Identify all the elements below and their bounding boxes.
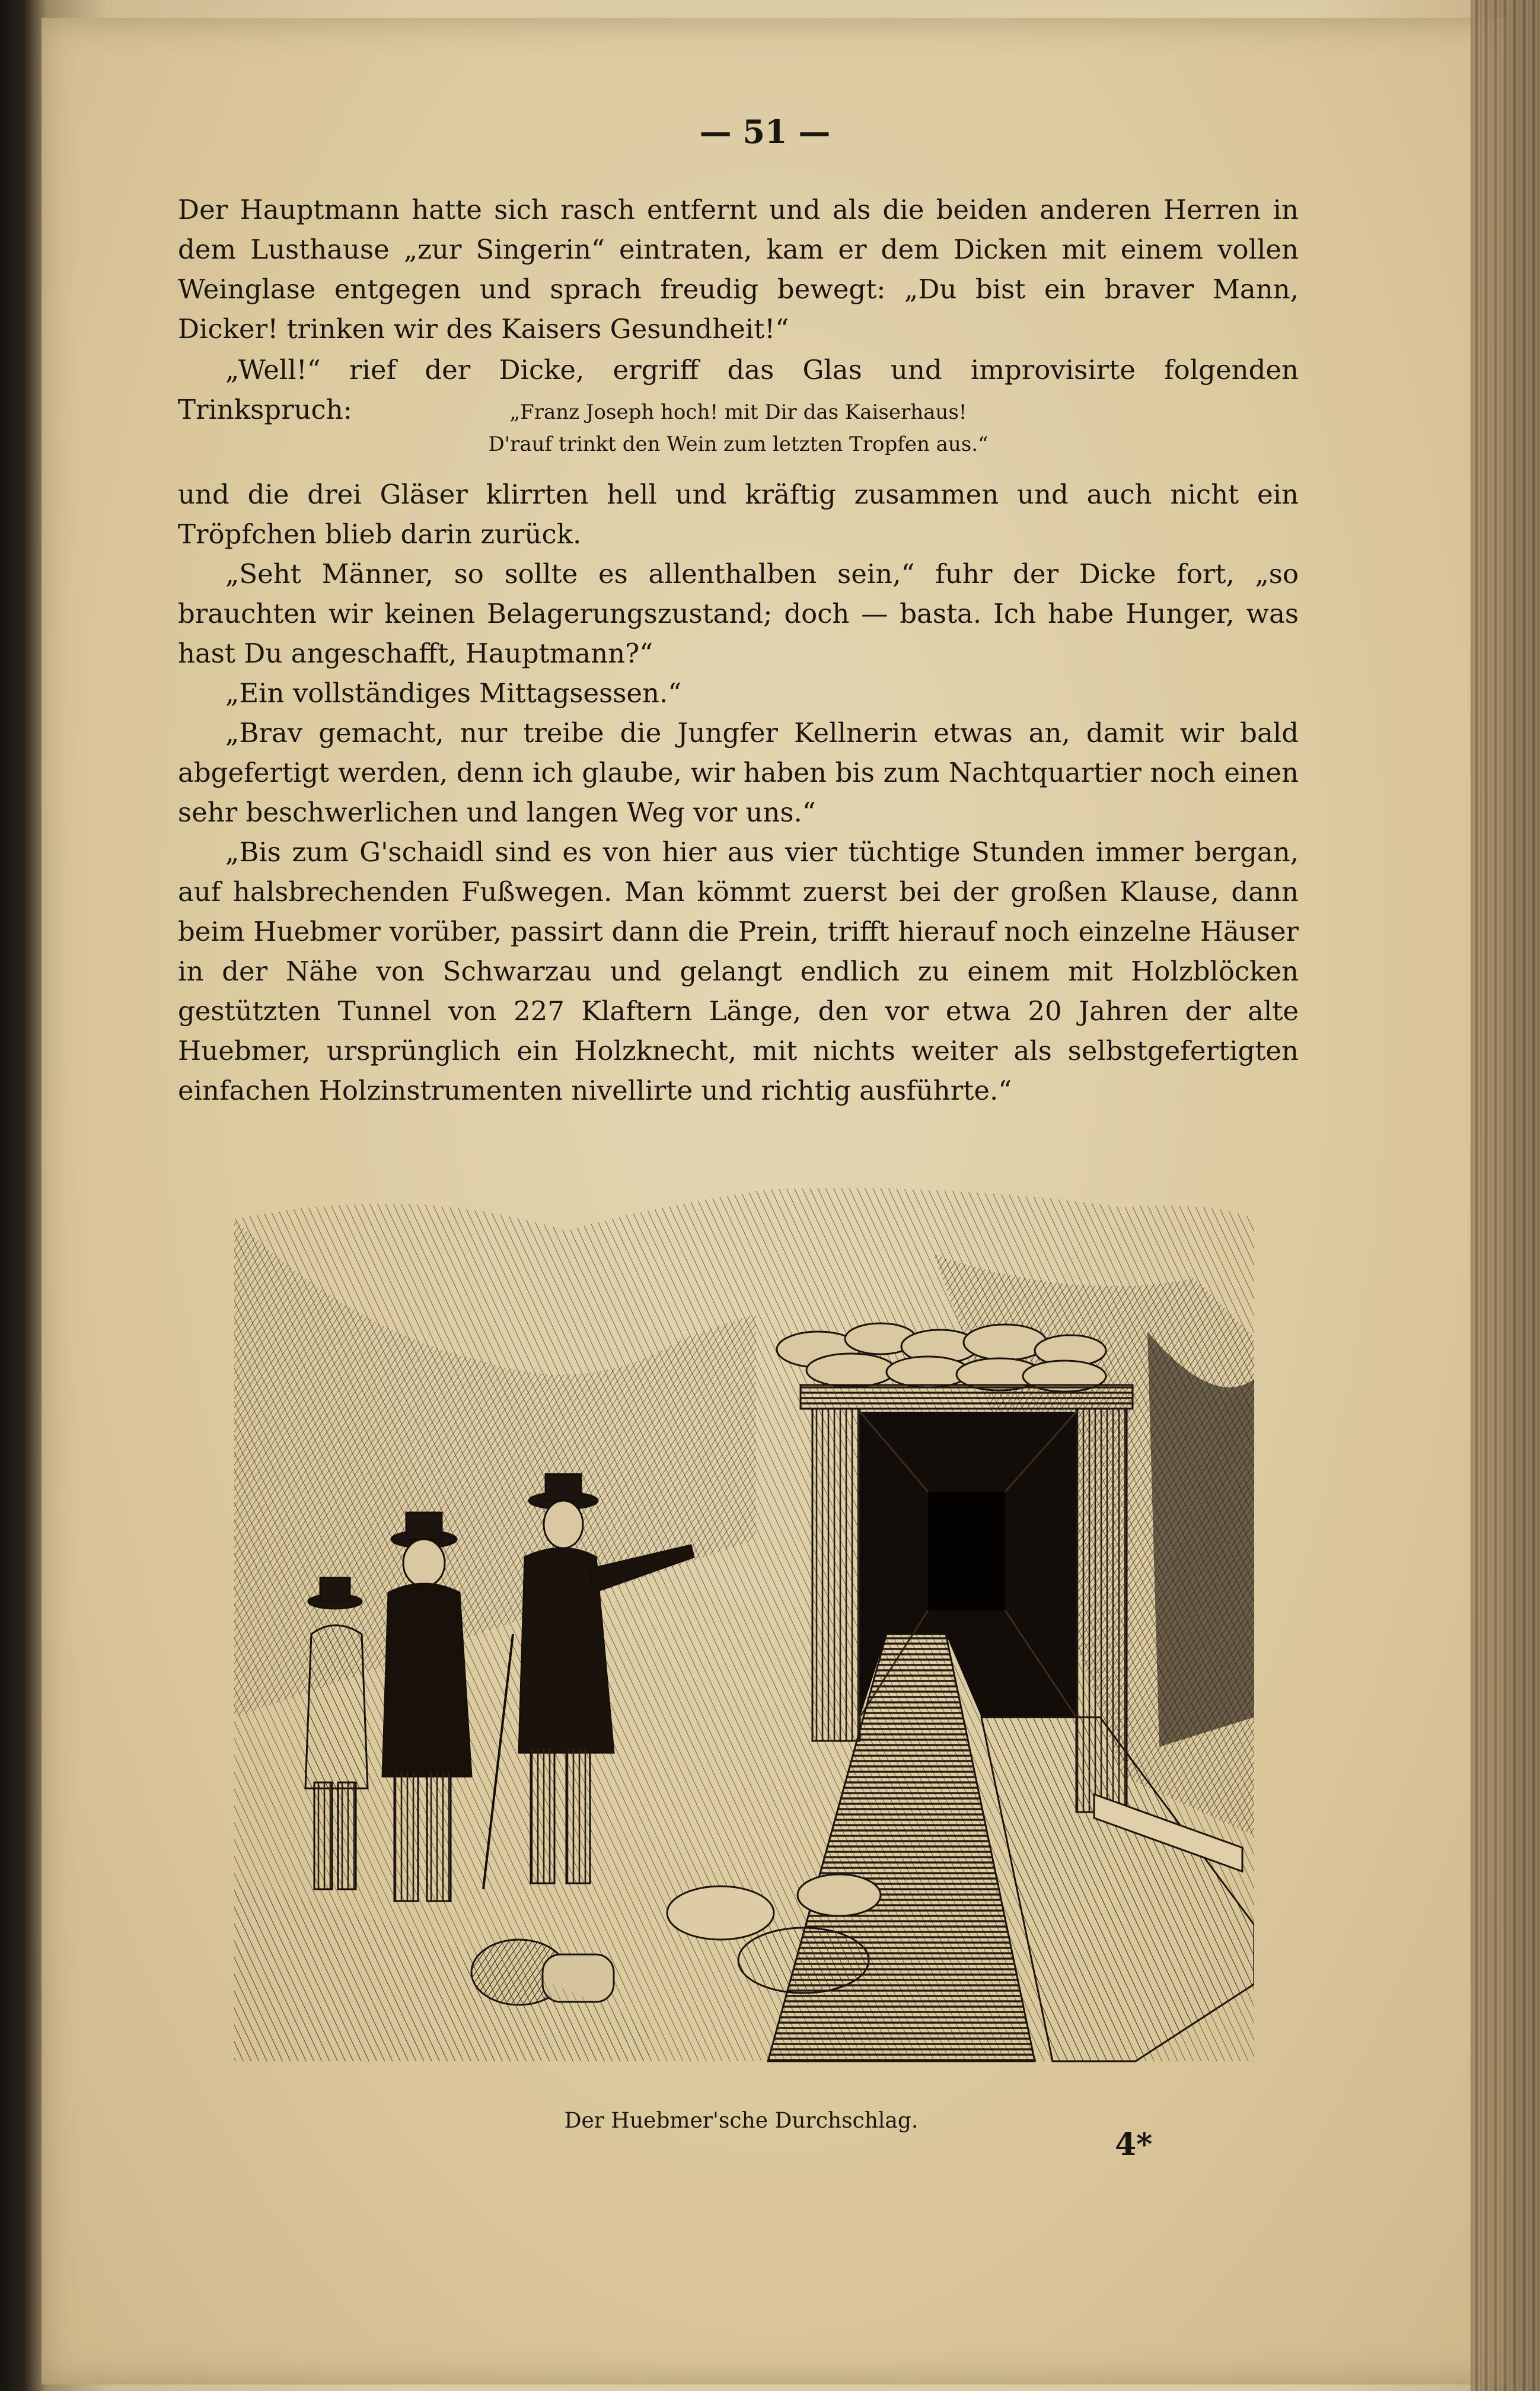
tunnel-engraving	[234, 1183, 1254, 2126]
paragraph-6: „Brav gemacht, nur treibe die Jungfer Kellnerin etwas an, damit wir bald abgefertigt werden, denn ich glaube, wir haben bis zum Nachtquartier noch einen sehr beschwerlichen und langen Weg vor uns.“	[178, 717, 1299, 828]
page-edges	[1471, 0, 1540, 2391]
signature-mark: 4*	[1115, 2126, 1153, 2163]
paragraph-4: „Seht Männer, so sollte es allenthalben sein,“ fuhr der Dicke fort, „so brauchten wir keinen Belagerungszustand; doch — basta. Ich habe Hunger, was hast Du angeschafft, Hauptmann?“	[178, 558, 1299, 669]
page-number: — 51 —	[699, 113, 831, 151]
illustration-caption: Der Huebmer'sche Durchschlag.	[564, 2109, 919, 2133]
toast-verse-line-2: D'rauf trinkt den Wein zum letzten Tropfen aus.“	[488, 432, 989, 456]
paragraph-1: Der Hauptmann hatte sich rasch entfernt und als die beiden anderen Herren in dem Lusthause „zur Singerin“ eintraten, kam er dem Dicken mit einem vollen Weinglase entgegen und sprach freudig bewegt: „Du bist ein braver Mann, Dicker! trinken wir des Kaisers Gesundheit!“	[178, 194, 1299, 345]
toast-verse-line-1: „Franz Joseph hoch! mit Dir das Kaiserhaus!	[509, 400, 967, 424]
paragraph-3: und die drei Gläser klirrten hell und kräftig zusammen und auch nicht ein Tröpfchen blieb darin zurück.	[178, 479, 1299, 550]
paragraph-2: „Well!“ rief der Dicke, ergriff das Glas und improvisirte folgenden Trinkspruch:	[178, 354, 1299, 425]
paragraph-5: „Ein vollständiges Mittagsessen.“	[225, 677, 682, 709]
paragraph-7: „Bis zum G'schaidl sind es von hier aus vier tüchtige Stunden immer bergan, auf halsbrechenden Fußwegen. Man kömmt zuerst bei der großen Klause, dann beim Huebmer vorüber, passirt dann die Prein, trifft hierauf noch einzelne Häuser in der Nähe von Schwarzau und gelangt endlich zu einem mit Holzblöcken gestützten Tunnel von 227 Klaftern Länge, den vor etwa 20 Jahren der alte Huebmer, ursprünglich ein Holzknecht, mit nichts weiter als selbstgefertigten einfachen Holzinstrumenten nivellirte und richtig ausführte.“	[178, 836, 1299, 1106]
